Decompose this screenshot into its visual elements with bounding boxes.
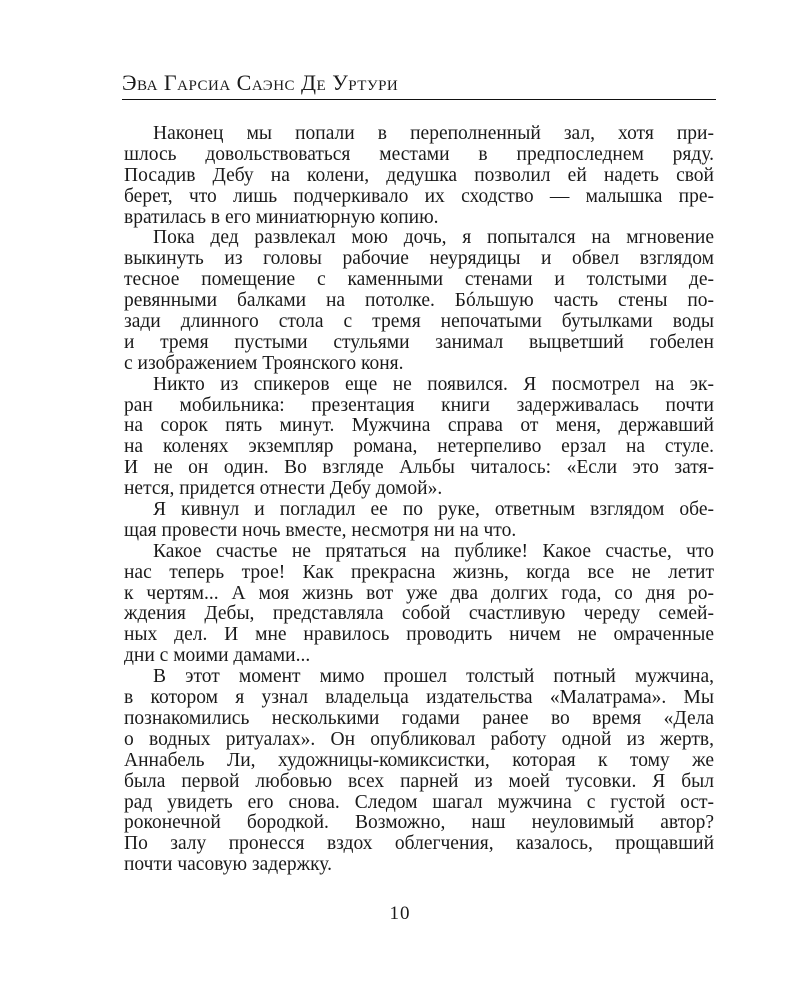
paragraph	[124, 542, 714, 667]
text-line: В этот момент мимо прошел толстый потный мужчина,	[153, 666, 714, 688]
text-line: к чертям... А моя жизнь вот уже два долгих года, со дня ро-	[124, 582, 714, 604]
text-line: шлось довольствоваться местами в предпоследнем ряду.	[124, 143, 714, 165]
text-line: почти часовую задержку.	[124, 854, 332, 876]
text-line: рад увидеть его снова. Следом шагал мужчина с густой ост-	[124, 791, 714, 813]
text-line: вратилась в его миниатюрную копию.	[124, 206, 439, 228]
text-line: в котором я узнал владельца издательства «Малатрама». Мы	[124, 687, 714, 709]
text-line: познакомились несколькими годами ранее во время «Дела	[124, 707, 714, 729]
running-header: Эва Гарсиа Саэнс Де Уртури	[122, 70, 399, 95]
text-line: Никто из спикеров еще не появился. Я посмотрел на эк-	[153, 373, 714, 395]
text-line: Какое счастье не прятаться на публике! Какое счастье, что	[153, 540, 714, 562]
text-line: зади длинного стола с тремя непочатыми бутылками воды	[124, 311, 714, 333]
text-line: нас теперь трое! Как прекрасна жизнь, когда все не летит	[124, 561, 714, 583]
paragraph	[124, 375, 714, 500]
text-line: Наконец мы попали в переполненный зал, хотя при-	[153, 123, 714, 144]
text-line: Я кивнул и погладил ее по руке, ответным взглядом обе-	[153, 499, 714, 521]
body-text	[124, 124, 714, 876]
text-line: ждения Дебы, представляла собой счастливую череду семей-	[124, 603, 714, 625]
paragraph	[124, 124, 714, 228]
text-line: была первой любовью всех парней из моей тусовки. Я был	[124, 770, 714, 792]
text-line: берет, что лишь подчеркивало их сходство — малышка пре-	[124, 185, 714, 207]
paragraph	[124, 500, 714, 542]
text-line: Пока дед развлекал мою дочь, я попытался на мгновение	[153, 227, 714, 249]
text-line: на коленях экземпляр романа, нетерпеливо ерзал на стуле.	[124, 436, 714, 458]
text-line: ревянными балками на потолке. Бóльшую часть стены по-	[124, 290, 714, 312]
text-line: ран мобильника: презентация книги задерживалась почти	[124, 394, 714, 416]
text-line: По залу пронесся вздох облегчения, казалось, прощавший	[124, 833, 714, 855]
text-line: Аннабель Ли, художницы-комиксистки, которая к тому же	[124, 749, 714, 771]
text-line: и тремя пустыми стульями занимал выцветший гобелен	[124, 331, 714, 353]
text-line: на сорок пять минут. Мужчина справа от меня, державший	[124, 415, 714, 437]
text-line: тесное помещение с каменными стенами и толстыми де-	[124, 269, 714, 291]
text-line: И не он один. Во взгляде Альбы читалось: «Если это затя-	[124, 457, 714, 479]
text-line: нется, придется отнести Дебу домой».	[124, 478, 443, 500]
text-line: с изображением Троянского коня.	[124, 352, 404, 374]
header-divider	[122, 99, 716, 100]
text-line: Посадив Дебу на колени, дедушка позволил ей надеть свой	[124, 164, 714, 186]
paragraph	[124, 228, 714, 374]
text-line: выкинуть из головы рабочие неурядицы и обвел взглядом	[124, 248, 714, 270]
page-number: 10	[389, 903, 411, 924]
text-line: о водных ритуалах». Он опубликовал работу одной из жертв,	[124, 728, 714, 750]
text-line: щая провести ночь вместе, несмотря ни на что.	[124, 519, 517, 541]
paragraph	[124, 667, 714, 876]
text-line: дни с моими дамами...	[124, 645, 311, 667]
text-line: ных дел. И мне нравилось проводить ничем не омраченные	[124, 624, 714, 646]
text-line: роконечной бородкой. Возможно, наш неуловимый автор?	[124, 812, 714, 834]
